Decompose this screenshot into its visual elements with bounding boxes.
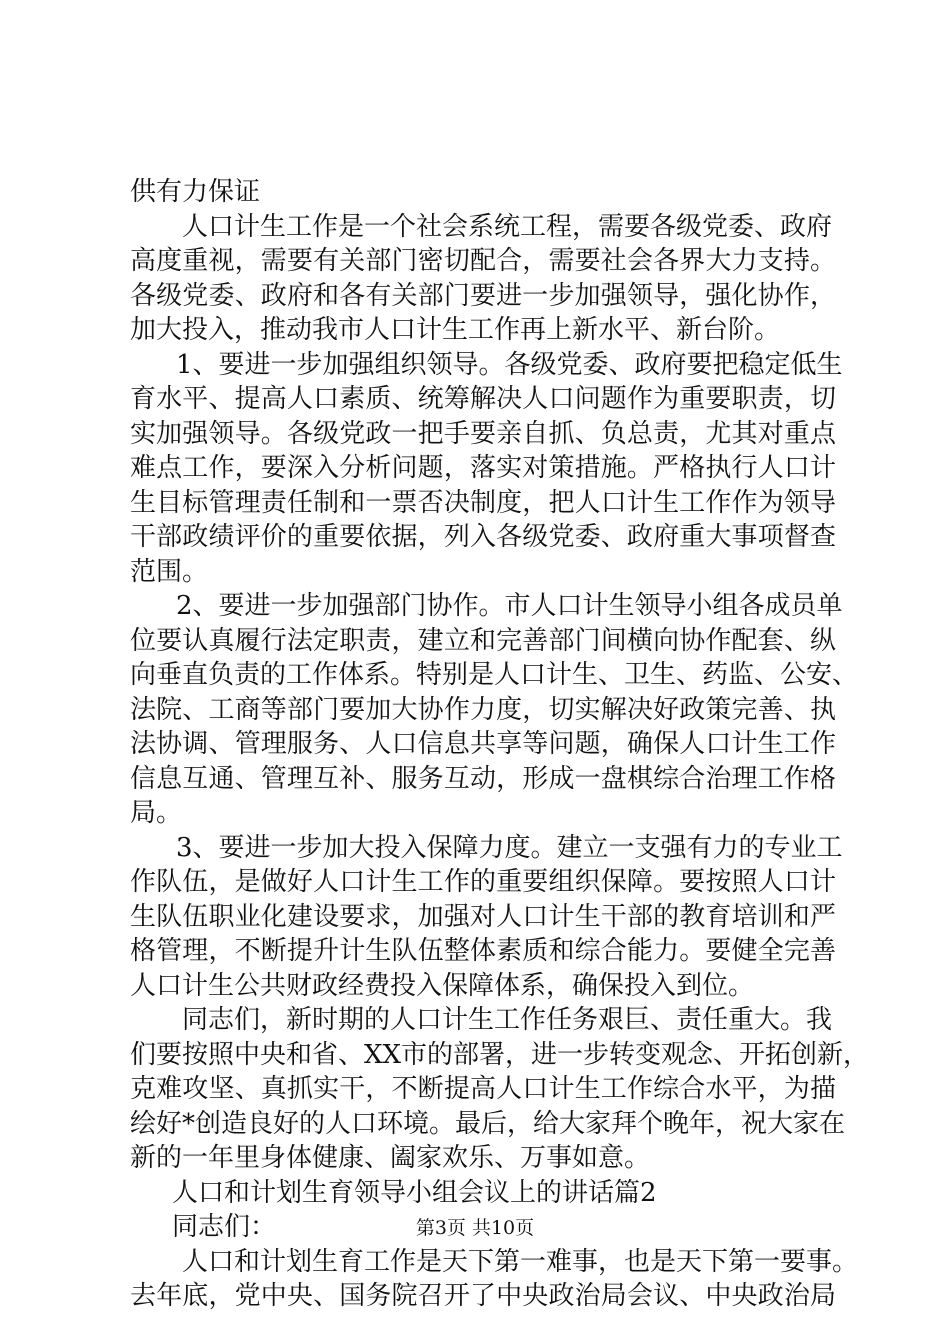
text-line: 干部政绩评价的重要依据，列入各级党委、政府重大事项督查 bbox=[130, 522, 836, 552]
paragraph-start: 2、要进一步加强部门协作。市人口计生领导小组各成员单 bbox=[176, 591, 843, 621]
salutation: 同志们： bbox=[172, 1212, 277, 1242]
paragraph-start: 3、要进一步加大投入保障力度。建立一支强有力的专业工 bbox=[176, 832, 843, 863]
paragraph-start: 人口计生工作是一个社会系统工程，需要各级党委、政府 bbox=[182, 211, 833, 242]
text-line: 实加强领导。各级党政一把手要亲自抓、负总责，尤其对重点 bbox=[130, 418, 836, 449]
text-line: 绘好*创造良好的人口环境。最后，给大家拜个晚年，祝大家在 bbox=[130, 1108, 846, 1139]
text-line: 加大投入，推动我市人口计生工作再上新水平、新台阶。 bbox=[130, 315, 781, 345]
text-line: 格管理，不断提升计生队伍整体素质和综合能力。要健全完善 bbox=[130, 936, 836, 966]
page-number: 第3页 共10页 bbox=[415, 1217, 535, 1239]
text-line: 新的一年里身体健康、阖家欢乐、万事如意。 bbox=[130, 1143, 651, 1173]
text-line: 高度重视，需要有关部门密切配合，需要社会各界大力支持。 bbox=[130, 246, 836, 276]
paragraph-start: 人口和计划生育工作是天下第一难事，也是天下第一要事。 bbox=[182, 1246, 859, 1277]
paragraph-start: 同志们，新时期的人口计生工作任务艰巨、责任重大。我 bbox=[182, 1005, 833, 1035]
document-body bbox=[130, 175, 870, 1314]
section-heading: 人口和计划生育领导小组会议上的讲话篇2 bbox=[172, 1177, 657, 1208]
text-line: 们要按照中央和省、XX市的部署，进一步转变观念、开拓创新， bbox=[130, 1039, 870, 1070]
text-line: 位要认真履行法定职责，建立和完善部门间横向协作配套、纵 bbox=[130, 625, 836, 656]
text-line: 向垂直负责的工作体系。特别是人口计生、卫生、药监、公安、 bbox=[130, 660, 859, 690]
text-line: 生队伍职业化建设要求，加强对人口计生干部的教育培训和严 bbox=[130, 901, 836, 932]
text-line: 局。 bbox=[130, 798, 183, 828]
text-line: 难点工作，要深入分析问题，落实对策措施。严格执行人口计 bbox=[130, 453, 836, 483]
paragraph-start: 1、要进一步加强组织领导。各级党委、政府要把稳定低生 bbox=[176, 349, 843, 380]
text-line: 供有力保证 bbox=[130, 177, 261, 207]
text-line: 范围。 bbox=[130, 556, 209, 587]
text-line: 作队伍，是做好人口计生工作的重要组织保障。要按照人口计 bbox=[130, 867, 836, 897]
text-line: 信息互通、管理互补、服务互动，形成一盘棋综合治理工作格 bbox=[130, 763, 836, 794]
text-line: 育水平、提高人口素质、统筹解决人口问题作为重要职责，切 bbox=[130, 384, 836, 414]
text-line: 生目标管理责任制和一票否决制度，把人口计生工作作为领导 bbox=[130, 487, 836, 518]
text-line: 去年底，党中央、国务院召开了中央政治局会议、中央政治局 bbox=[130, 1281, 836, 1311]
text-line: 克难攻坚、真抓实干，不断提高人口计生工作综合水平，为描 bbox=[130, 1074, 836, 1104]
text-line: 法协调、管理服务、人口信息共享等问题，确保人口计生工作 bbox=[130, 729, 836, 759]
text-line: 法院、工商等部门要加大协作力度，切实解决好政策完善、执 bbox=[130, 694, 836, 725]
text-line: 人口计生公共财政经费投入保障体系，确保投入到位。 bbox=[130, 970, 755, 1001]
text-line: 各级党委、政府和各有关部门要进一步加强领导，强化协作， bbox=[130, 280, 836, 311]
